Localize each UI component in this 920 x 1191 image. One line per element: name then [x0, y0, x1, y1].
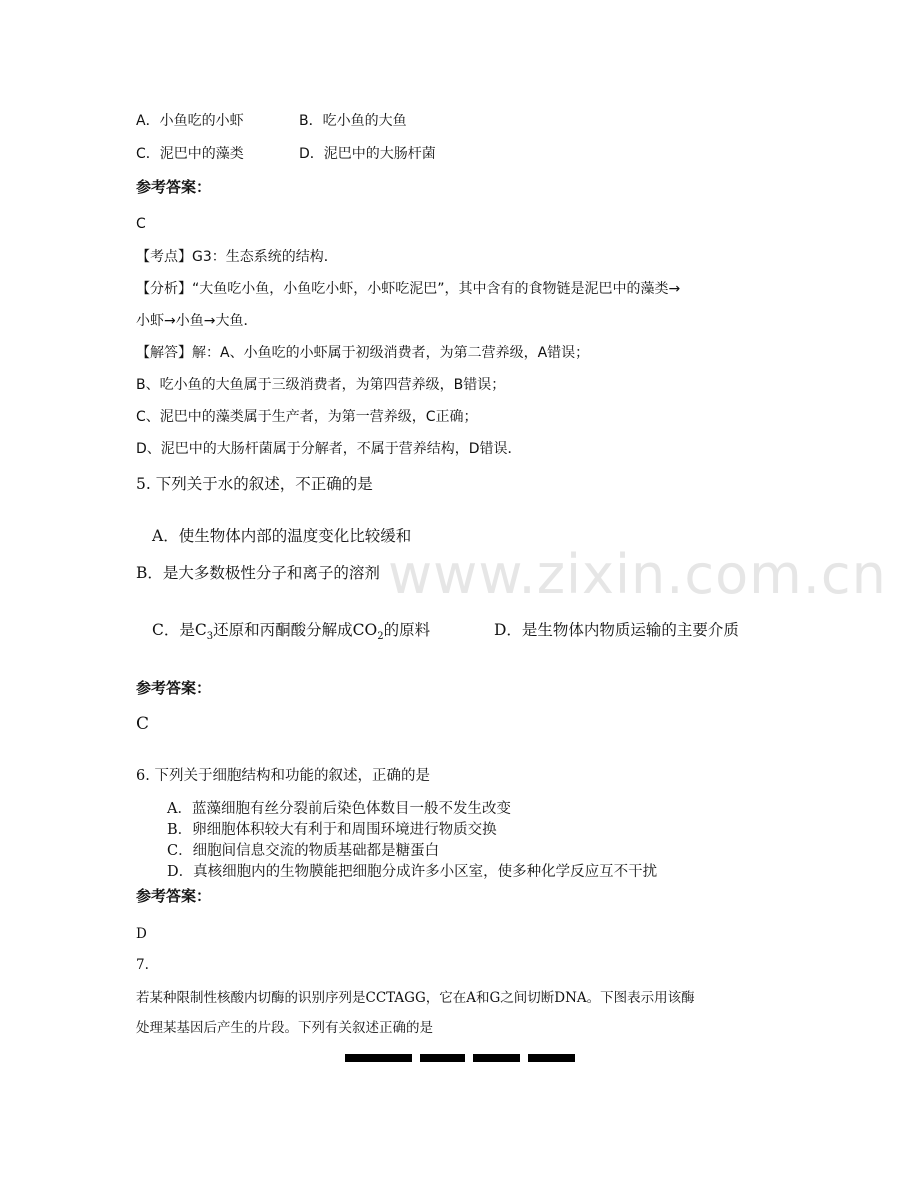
q6-option-a: A．蓝藻细胞有丝分裂前后染色体数目一般不发生改变: [167, 801, 511, 817]
q5-option-c-text-1: C．是C: [152, 621, 207, 639]
q6-stem: 6. 下列关于细胞结构和功能的叙述，正确的是: [136, 768, 430, 784]
q5-option-c-sub-3: 3: [206, 631, 214, 643]
q4-fenxi-line1: 【分析】“大鱼吃小鱼，小鱼吃小虾，小虾吃泥巴”，其中含有的食物链是泥巴中的藻类→: [136, 281, 681, 297]
q6-option-d: D．真核细胞内的生物膜能把细胞分成许多小区室，使多种化学反应互不干扰: [167, 864, 658, 880]
watermark: www.zixin.com.cn: [388, 543, 887, 606]
q4-kaodian: 【考点】G3：生态系统的结构．: [136, 249, 338, 265]
q4-answer-label: 参考答案：: [136, 178, 212, 196]
q5-answer-label: 参考答案：: [136, 679, 212, 697]
q5-option-a: A．使生物体内部的温度变化比较缓和: [152, 527, 412, 545]
q5-option-d: D．是生物体内物质运输的主要介质: [494, 621, 739, 639]
q4-option-c: C．泥巴中的藻类: [136, 146, 244, 162]
q4-answer: C: [136, 216, 146, 232]
q7-stem-line2: 处理某基因后产生的片段。下列有关叙述正确的是: [136, 1020, 433, 1036]
dna-fragment-1: [345, 1054, 412, 1062]
q4-option-d: D．泥巴中的大肠杆菌: [299, 146, 436, 162]
q5-option-c: [152, 618, 430, 642]
q4-option-a: A．小鱼吃的小虾: [136, 113, 244, 129]
q5-option-c-text-2: 还原和丙酮酸分解成CO: [213, 621, 378, 639]
q6-option-b: B．卵细胞体积较大有利于和周围环境进行物质交换: [167, 822, 497, 838]
q6-answer-label: 参考答案：: [136, 887, 212, 905]
q4-fenxi-line2: 小虾→小鱼→大鱼．: [136, 313, 258, 329]
q5-option-b: B．是大多数极性分子和离子的溶剂: [136, 564, 380, 582]
dna-fragment-2: [420, 1054, 465, 1062]
q4-jieda-line1: 【解答】解：A、小鱼吃的小虾属于初级消费者，为第二营养级，A错误；: [136, 345, 590, 361]
q5-stem: 5. 下列关于水的叙述，不正确的是: [136, 475, 373, 493]
q5-option-c-sub-2: 2: [377, 631, 384, 643]
q4-option-b: B．吃小鱼的大鱼: [299, 113, 407, 129]
q5-answer: C: [136, 714, 150, 734]
q6-answer: D: [136, 926, 147, 942]
q5-option-c-text-3: 的原料: [383, 621, 431, 639]
dna-fragment-4: [528, 1054, 575, 1062]
q4-jieda-line4: D、泥巴中的大肠杆菌属于分解者，不属于营养结构，D错误．: [136, 441, 522, 457]
q7-number: 7.: [136, 957, 149, 973]
dna-fragment-3: [473, 1054, 520, 1062]
q7-stem-line1: 若某种限制性核酸内切酶的识别序列是CCTAGG，它在A和G之间切断DNA。下图表示用该酶: [136, 990, 695, 1006]
q4-jieda-line2: B、吃小鱼的大鱼属于三级消费者，为第四营养级，B错误；: [136, 377, 506, 393]
q6-option-c: C．细胞间信息交流的物质基础都是糖蛋白: [167, 843, 440, 859]
q4-jieda-line3: C、泥巴中的藻类属于生产者，为第一营养级，C正确；: [136, 409, 478, 425]
